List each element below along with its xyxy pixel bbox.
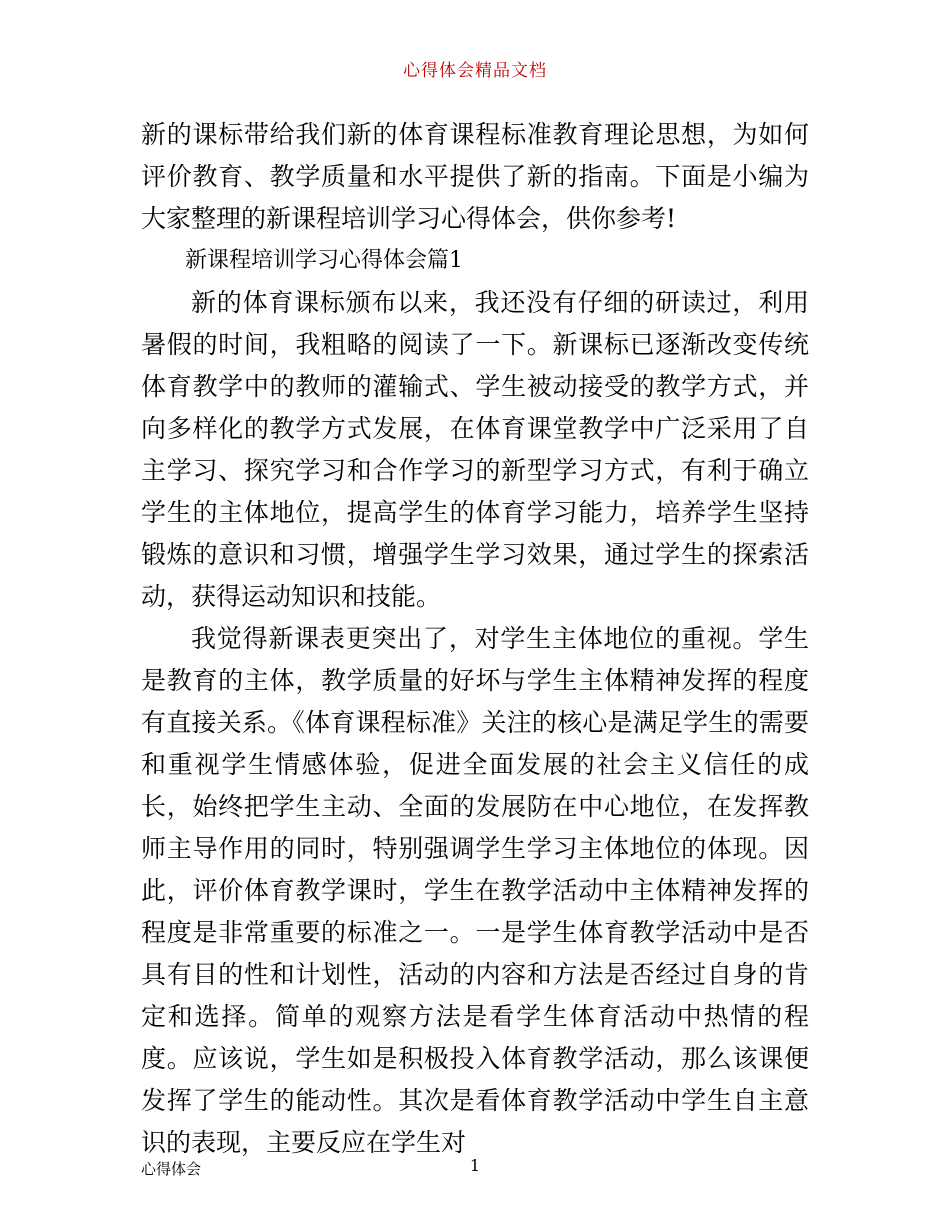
page-number: 1 [469, 1156, 481, 1175]
body-paragraph-2: 我觉得新课表更突出了，对学生主体地位的重视。学生是教育的主体，教学质量的好坏与学生主体精神发挥的程度有直接关系。《体育课程标准》关注的核心是满足学生的需要和重视学生情感体验，促进全面发展的社会主义信任的成长，始终把学生主动、全面的发展防在中心地位，在发挥教师主导作用的同时，特别强调学生学习主体地位的体现。因此，评价体育教学课时，学生在教学活动中主体精神发挥的程度是非常重要的标准之一。一是学生体育教学活动中是否具有目的性和计划性，活动的内容和方法是否经过自身的肯定和选择。简单的观察方法是看学生体育活动中热情的程度。应该说，学生如是积极投入体育教学活动，那么该课便发挥了学生的能动性。其次是看体育教学活动中学生自主意识的表现，主要反应在学生对 [141, 624, 809, 1157]
section-heading: 新课程培训学习心得体会篇1 [185, 248, 463, 273]
intro-paragraph: 新的课标带给我们新的体育课程标准教育理论思想，为如何评价教育、教学质量和水平提供了新的指南。下面是小编为大家整理的新课程培训学习心得体会，供你参考! [141, 120, 809, 233]
document-body [141, 114, 809, 1164]
body-paragraph-1: 新的体育课标颁布以来，我还没有仔细的研读过，利用暑假的时间，我粗略的阅读了一下。新课标已逐渐改变传统体育教学中的教师的灌输式、学生被动接受的教学方式，并向多样化的教学方式发展，在体育课堂教学中广泛采用了自主学习、探究学习和合作学习的新型学习方式，有利于确立学生的主体地位，提高学生的体育学习能力，培养学生坚持锻炼的意识和习惯，增强学生学习效果，通过学生的探索活动，获得运动知识和技能。 [141, 288, 809, 611]
header-title: 心得体会精品文档 [403, 61, 547, 81]
footer-label: 心得体会 [141, 1160, 202, 1178]
